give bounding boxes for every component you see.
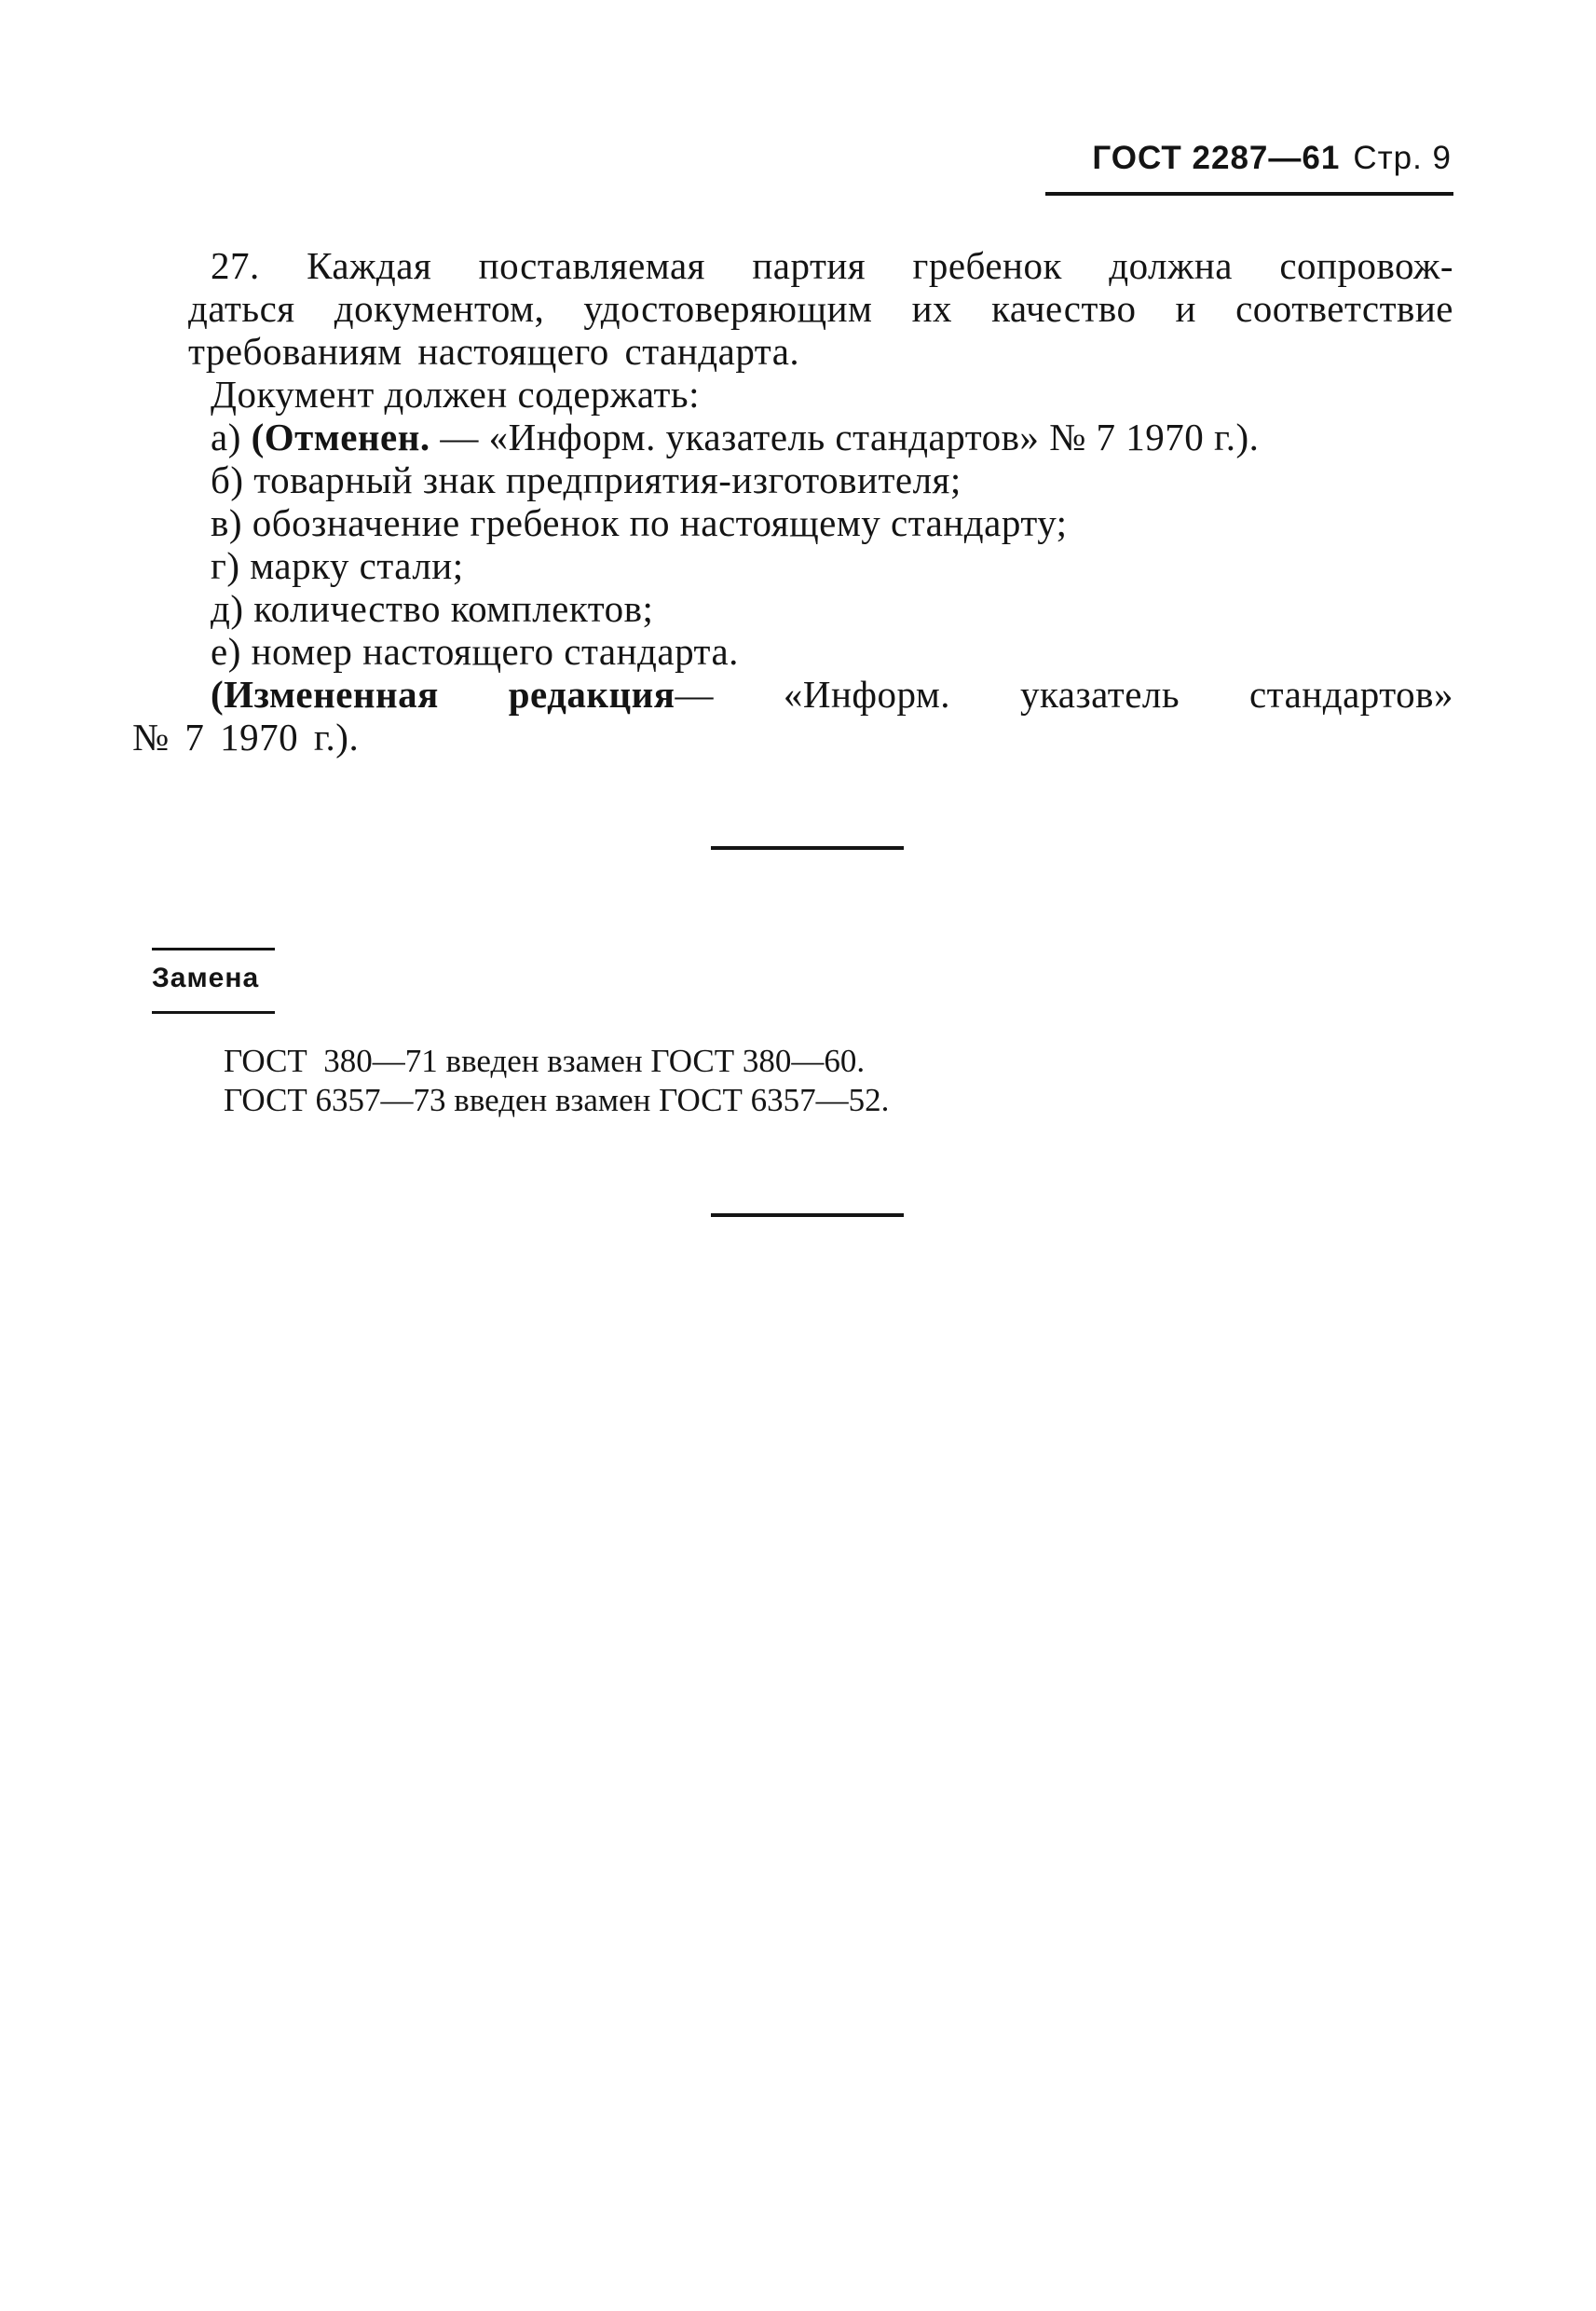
standard-number: ГОСТ 2287—61 <box>1092 140 1341 176</box>
list-item-a-prefix: а) <box>211 416 241 458</box>
amendment-label: (Измененная редакция <box>211 673 675 716</box>
amendment-reference: — «Информ. указатель стандартов» <box>675 673 1453 716</box>
clause-27 <box>132 244 1453 759</box>
header-rule <box>1045 192 1453 196</box>
list-item: д) количество комплектов; <box>211 587 654 630</box>
section-divider <box>711 846 904 850</box>
clause-line: даться документом, удостоверяющим их качество и соответствие <box>188 287 1453 330</box>
replacement-title-rule-bottom <box>152 1011 275 1014</box>
list-item: в) обозначение гребенок по настоящему стандарту; <box>211 501 1068 544</box>
document-contents-intro: Документ должен содержать: <box>211 373 701 416</box>
running-header <box>1092 140 1452 177</box>
replacement-entry: ГОСТ 380—71 введен взамен ГОСТ 380—60. <box>224 1043 866 1079</box>
amendment-note-cont: № 7 1970 г.). <box>132 716 360 759</box>
list-item: е) номер настоящего стандарта. <box>211 630 739 673</box>
replacement-title: Замена <box>152 963 260 993</box>
section-divider <box>711 1213 904 1217</box>
clause-line: требованиям настоящего стандарта. <box>188 330 800 373</box>
replacement-list <box>224 1042 889 1120</box>
amendment-note <box>188 673 1453 716</box>
list-item-a-cancelled: (Отменен. <box>251 416 430 458</box>
list-item: б) товарный знак предприятия-изготовителя; <box>211 458 962 501</box>
list-item-a-reference: — «Информ. указатель стандартов» № 7 1970 г.). <box>440 416 1260 458</box>
page-number: Стр. 9 <box>1353 140 1452 176</box>
list-item-a <box>188 416 1453 458</box>
replacement-title-rule-top <box>152 948 275 950</box>
replacement-entry: ГОСТ 6357—73 введен взамен ГОСТ 6357—52. <box>224 1082 890 1118</box>
clause-line: 27. Каждая поставляемая партия гребенок должна сопровож- <box>211 244 1453 287</box>
list-item: г) марку стали; <box>211 544 464 587</box>
